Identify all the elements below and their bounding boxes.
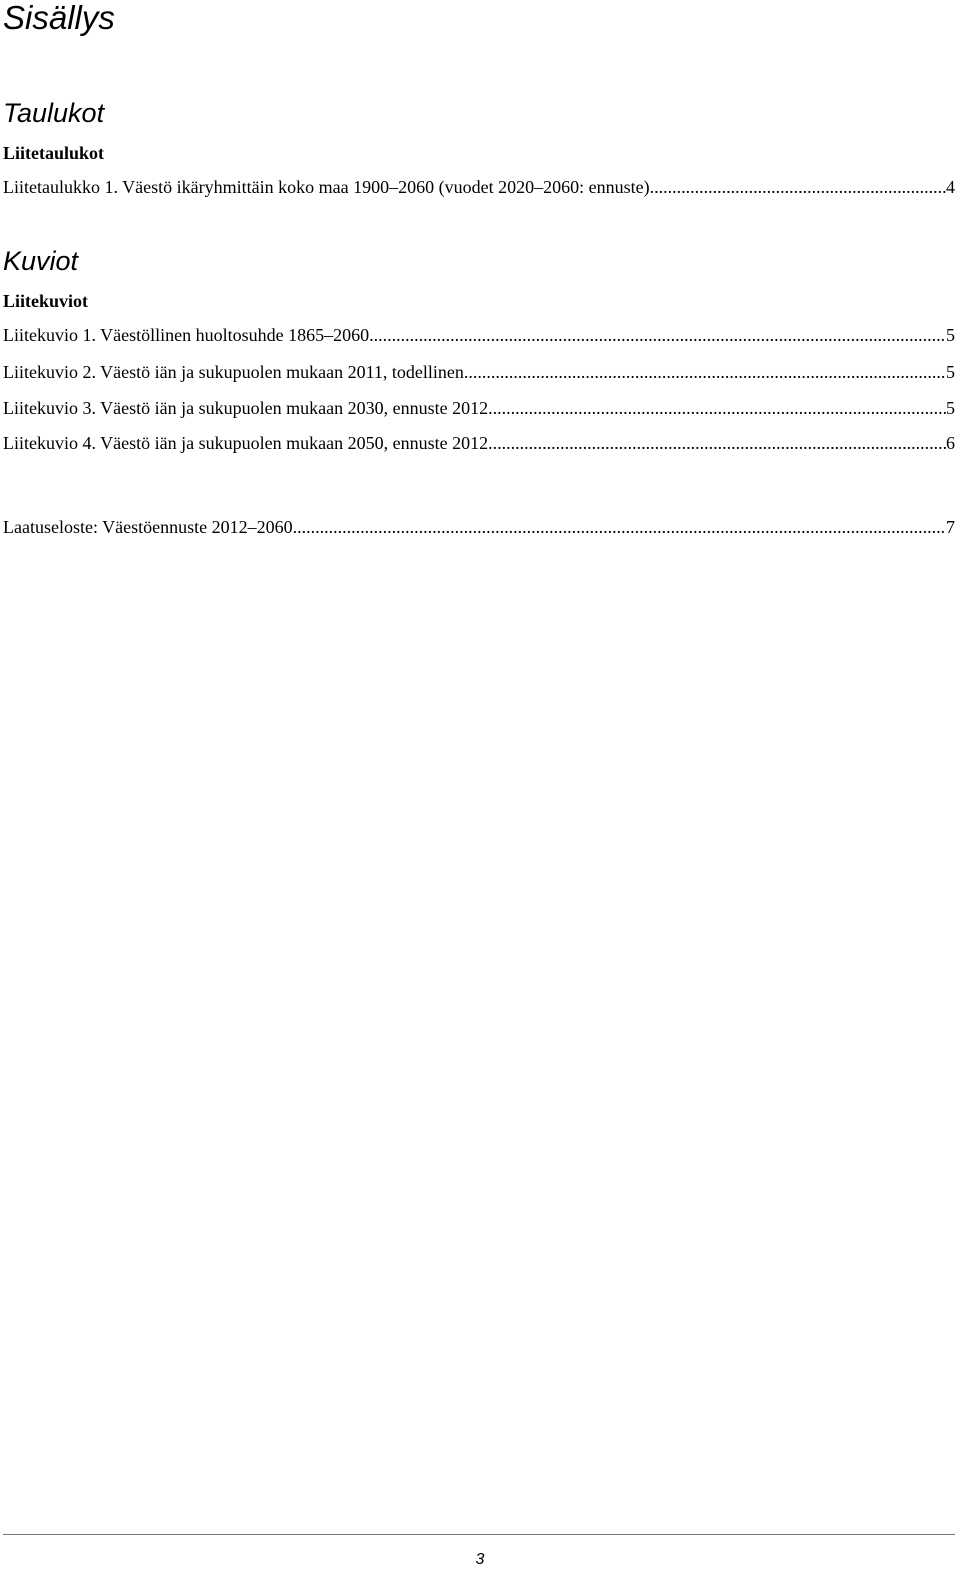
toc-entry-label: Liitekuvio 4. Väestö iän ja sukupuolen mukaan 2050, ennuste 2012 — [3, 433, 489, 453]
toc-page-number: 5 — [946, 398, 955, 418]
toc-entry-figure-2[interactable] — [3, 361, 955, 383]
section-heading-tables: Taulukot — [3, 98, 105, 128]
toc-entry-table-1[interactable] — [3, 176, 955, 198]
toc-entry-label: Liitetaulukko 1. Väestö ikäryhmittäin koko maa 1900–2060 (vuodet 2020–2060: ennuste) — [3, 177, 650, 197]
subheading-appendix-figures: Liitekuviot — [3, 291, 89, 311]
toc-entry-label: Liitekuvio 3. Väestö iän ja sukupuolen mukaan 2030, ennuste 2012 — [3, 398, 489, 418]
footer-divider — [3, 1534, 955, 1535]
toc-entry-figure-3[interactable] — [3, 397, 955, 419]
section-heading-figures: Kuviot — [3, 246, 79, 276]
toc-entry-label: Liitekuvio 1. Väestöllinen huoltosuhde 1865–2060 — [3, 325, 370, 345]
page-number: 3 — [475, 1551, 485, 1568]
toc-dot-leader — [488, 432, 946, 454]
toc-entry-label: Liitekuvio 2. Väestö iän ja sukupuolen mukaan 2011, todellinen — [3, 362, 464, 382]
toc-dot-leader — [293, 516, 946, 538]
toc-entry-figure-1[interactable] — [3, 324, 955, 346]
subheading-appendix-tables: Liitetaulukot — [3, 143, 105, 163]
toc-entry-label: Laatuseloste: Väestöennuste 2012–2060 — [3, 517, 293, 537]
toc-page-number: 4 — [946, 177, 955, 197]
toc-page-number: 7 — [946, 517, 955, 537]
toc-dot-leader — [464, 361, 946, 383]
toc-page-number: 5 — [946, 362, 955, 382]
page-title: Sisällys — [3, 0, 115, 36]
toc-dot-leader — [488, 397, 946, 419]
toc-dot-leader — [650, 176, 946, 198]
toc-entry-quality-description[interactable] — [3, 516, 955, 538]
toc-entry-figure-4[interactable] — [3, 432, 955, 454]
toc-page-number: 6 — [946, 433, 955, 453]
toc-page-number: 5 — [946, 325, 955, 345]
toc-dot-leader — [369, 324, 946, 346]
